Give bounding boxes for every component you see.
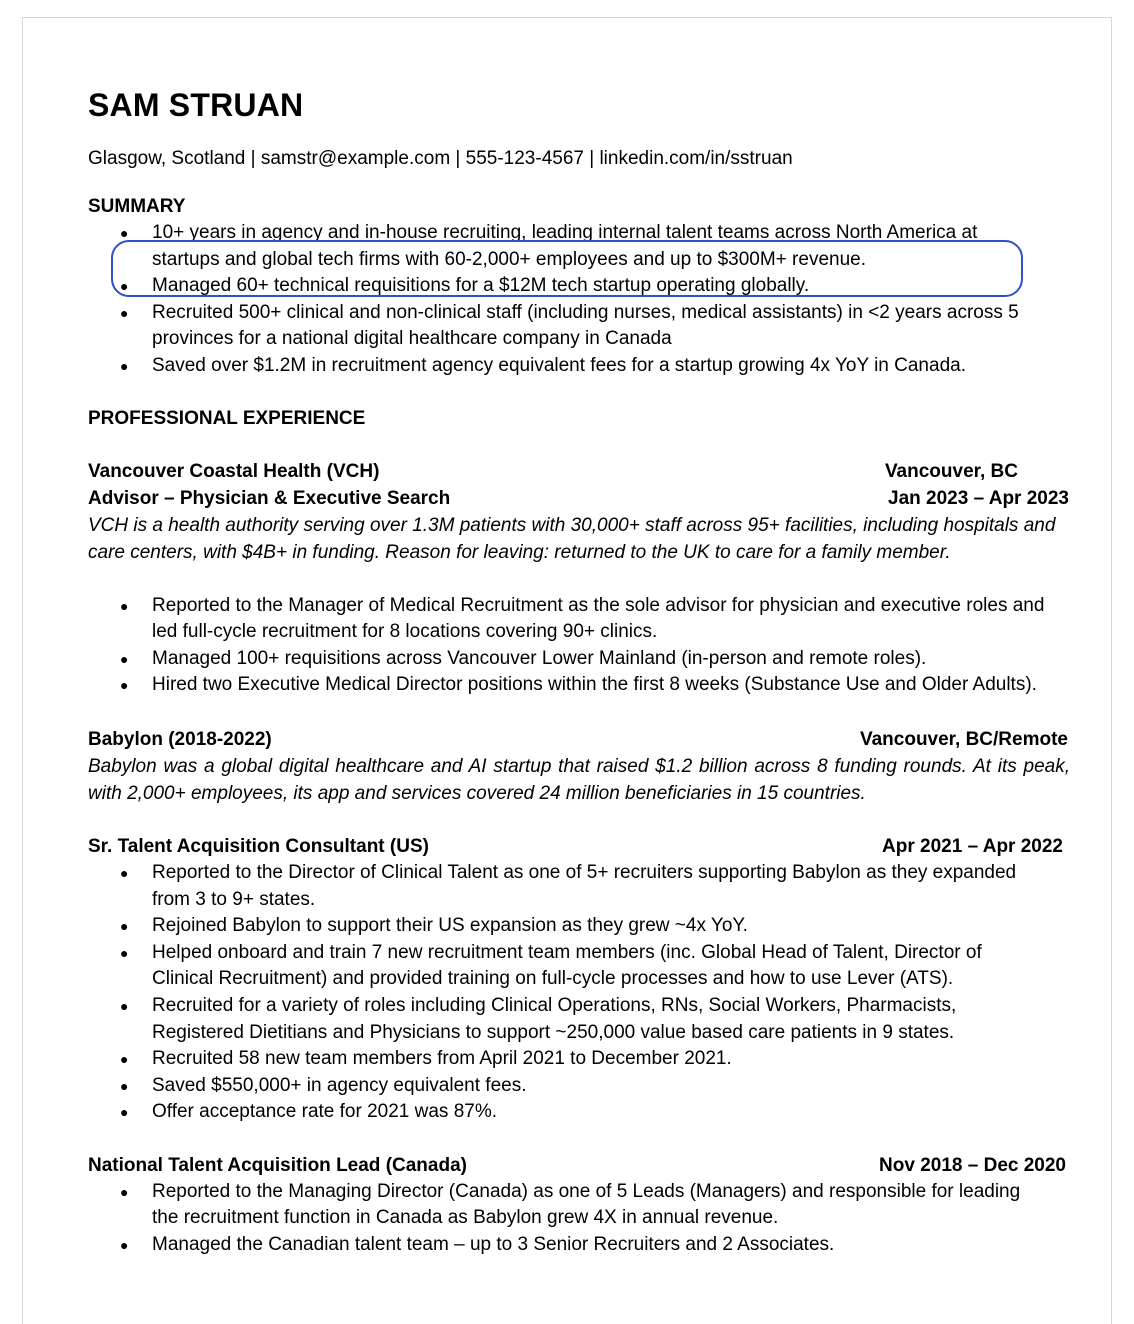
babylon-role2-title: National Talent Acquisition Lead (Canada): [88, 1154, 467, 1176]
vch-dates: Jan 2023 – Apr 2023: [888, 487, 1069, 509]
resume-page: [22, 17, 1112, 1324]
babylon-role1-bullet: ● Offer acceptance rate for 2021 was 87%.: [88, 1099, 1048, 1126]
babylon-role2-bullet: ● Reported to the Managing Director (Canada) as one of 5 Leads (Managers) and responsible for leading the recruitment function in Canada as Babylon grew 4X in annual revenue.: [88, 1179, 1048, 1232]
summary-bullet: ● Managed 60+ technical requisitions for a $12M tech startup operating globally.: [88, 273, 1048, 300]
babylon-role1-bullet: ● Helped onboard and train 7 new recruitment team members (inc. Global Head of Talent, Director of Clinical Recruitment) and provided training on full-cycle processes and how to use Lever (ATS).: [88, 940, 1048, 993]
vch-bullets: [88, 593, 1048, 699]
babylon-company: Babylon (2018-2022): [88, 728, 272, 750]
babylon-role1-bullet: ● Rejoined Babylon to support their US expansion as they grew ~4x YoY.: [88, 913, 1048, 940]
babylon-role1-dates: Apr 2021 – Apr 2022: [882, 835, 1063, 857]
babylon-location: Vancouver, BC/Remote: [859, 728, 1068, 750]
candidate-name: SAM STRUAN: [88, 87, 304, 123]
vch-role: Advisor – Physician & Executive Search: [88, 487, 451, 509]
babylon-role1-bullet: ● Recruited for a variety of roles including Clinical Operations, RNs, Social Workers, Pharmacists, Registered Dietitians and Physicians to support ~250,000 value based care patients in 9 states.: [88, 993, 1048, 1046]
resume-content: [88, 86, 1070, 1259]
babylon-role1-bullet: ● Saved $550,000+ in agency equivalent fees.: [88, 1073, 1048, 1100]
vch-role-row: [88, 485, 1069, 512]
summary-list: [88, 220, 1048, 380]
babylon-description: Babylon was a global digital healthcare and AI startup that raised $1.2 billion across 8 funding rounds. At its peak, with 2,000+ employees, its app and services covered 24 million beneficiaries in 15 countries.: [88, 755, 1070, 804]
vch-company-row: [88, 458, 1048, 485]
vch-company: Vancouver Coastal Health (VCH): [88, 460, 380, 482]
summary-bullet: ● 10+ years in agency and in-house recruiting, leading internal talent teams across North America at startups and global tech firms with 60-2,000+ employees and up to $300M+ revenue.: [88, 220, 1048, 273]
babylon-company-row: [88, 726, 1068, 753]
summary-bullet: ● Recruited 500+ clinical and non-clinical staff (including nurses, medical assistants) in <2 years across 5 provinces for a national digital healthcare company in Canada: [88, 300, 1048, 353]
contact-line: Glasgow, Scotland | samstr@example.com | 555-123-4567 | linkedin.com/in/sstruan: [88, 148, 793, 169]
vch-location: Vancouver, BC: [884, 460, 1018, 482]
babylon-role1-row: [88, 833, 1063, 860]
babylon-role1-title: Sr. Talent Acquisition Consultant (US): [88, 835, 429, 857]
vch-bullet: ● Managed 100+ requisitions across Vancouver Lower Mainland (in-person and remote roles).: [88, 646, 1048, 673]
babylon-role2-row: [88, 1152, 1066, 1179]
summary-heading: SUMMARY: [88, 196, 186, 217]
vch-description: VCH is a health authority serving over 1.3M patients with 30,000+ staff across 95+ facilities, including hospitals and care centers, with $4B+ in funding. Reason for leaving: returned to the UK to care for a family member.: [88, 514, 1056, 563]
babylon-role2-dates: Nov 2018 – Dec 2020: [879, 1154, 1066, 1176]
vch-bullet: ● Hired two Executive Medical Director positions within the first 8 weeks (Substance Use and Older Adults).: [88, 672, 1048, 699]
babylon-role1-bullet: ● Recruited 58 new team members from April 2021 to December 2021.: [88, 1046, 1048, 1073]
experience-heading: PROFESSIONAL EXPERIENCE: [88, 407, 366, 429]
babylon-role1-bullets: [88, 860, 1048, 1126]
babylon-role2-bullets: [88, 1179, 1048, 1259]
babylon-role1-bullet: ● Reported to the Director of Clinical Talent as one of 5+ recruiters supporting Babylon as they expanded from 3 to 9+ states.: [88, 860, 1048, 913]
vch-bullet: ● Reported to the Manager of Medical Recruitment as the sole advisor for physician and executive roles and led full-cycle recruitment for 8 locations covering 90+ clinics.: [88, 593, 1048, 646]
babylon-role2-bullet: ● Managed the Canadian talent team – up to 3 Senior Recruiters and 2 Associates.: [88, 1232, 1048, 1259]
summary-bullet: ● Saved over $1.2M in recruitment agency equivalent fees for a startup growing 4x YoY in Canada.: [88, 353, 1048, 380]
